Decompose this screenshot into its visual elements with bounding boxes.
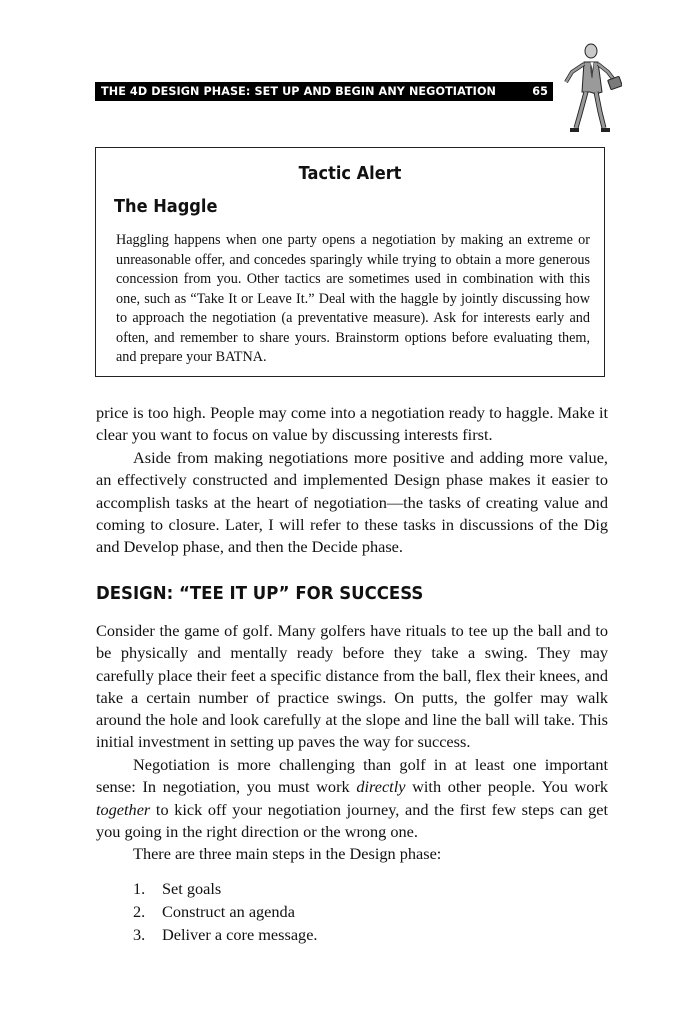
list-item: 1. Set goals bbox=[133, 879, 222, 898]
tactic-body: Haggling happens when one party opens a negotiation by making an extreme or unreasonable offer, and concedes sparingly while trying to obtain a more generous concession from you. Other tactics are sometimes used in combination with this one, such as “Take It or Leave It.” Deal with the haggle by jointly discussing how to approach the negotiation (a preventative measure). Ask for interests early and often, and remember to share yours. Brainstorm options before evaluating them, and prepare your BATNA. bbox=[116, 232, 590, 365]
paragraph-design-benefits: Aside from making negotiations more positive and adding more value, an effectively constructed and implemented Design phase makes it easier to accomplish tasks at the heart of negotiation—the tasks of creating value and coming to closure. Later, I will refer to these tasks in discussions of the Dig and Develop phase, and then the Decide phase. bbox=[96, 448, 608, 557]
list-item: 3. Deliver a core message. bbox=[133, 925, 318, 944]
running-header bbox=[95, 82, 553, 101]
paragraph-continuation: price is too high. People may come into a negotiation ready to haggle. Make it clear you want to focus on value by discussing interests first. bbox=[96, 403, 608, 445]
emphasis-together: together bbox=[96, 799, 151, 819]
running-header-title: THE 4D DESIGN PHASE: SET UP AND BEGIN ANY NEGOTIATION bbox=[101, 85, 497, 98]
list-item: 2. Construct an agenda bbox=[133, 902, 295, 921]
tactic-alert-label: Tactic Alert bbox=[298, 163, 402, 184]
emphasis-directly: directly bbox=[356, 777, 406, 797]
tactic-alert-box bbox=[95, 147, 605, 377]
design-steps-list bbox=[133, 877, 318, 946]
page-number: 65 bbox=[532, 85, 548, 98]
section-heading: DESIGN: “TEE IT UP” FOR SUCCESS bbox=[96, 583, 424, 604]
paragraph-steps-intro: There are three main steps in the Design phase: bbox=[133, 844, 442, 863]
paragraph-golf: Consider the game of golf. Many golfers have rituals to tee up the ball and to be physically and mentally ready before they take a swing. They may carefully place their feet a specific distance from the ball, flex their knees, and take a certain number of practice swings. On putts, the golfer may walk around the hole and look carefully at the slope and line the ball will take. This initial investment in setting up paves the way for success. bbox=[96, 621, 608, 752]
businessman-with-briefcase-icon bbox=[562, 42, 622, 134]
paragraph-negotiation-challenge: Negotiation is more challenging than golf in at least one important sense: In negotiation, you must work directly with other people. You work together to kick off your negotiation journey, and the first few steps can get you going in the right direction or the wrong one. bbox=[96, 755, 609, 841]
tactic-title: The Haggle bbox=[114, 196, 218, 217]
